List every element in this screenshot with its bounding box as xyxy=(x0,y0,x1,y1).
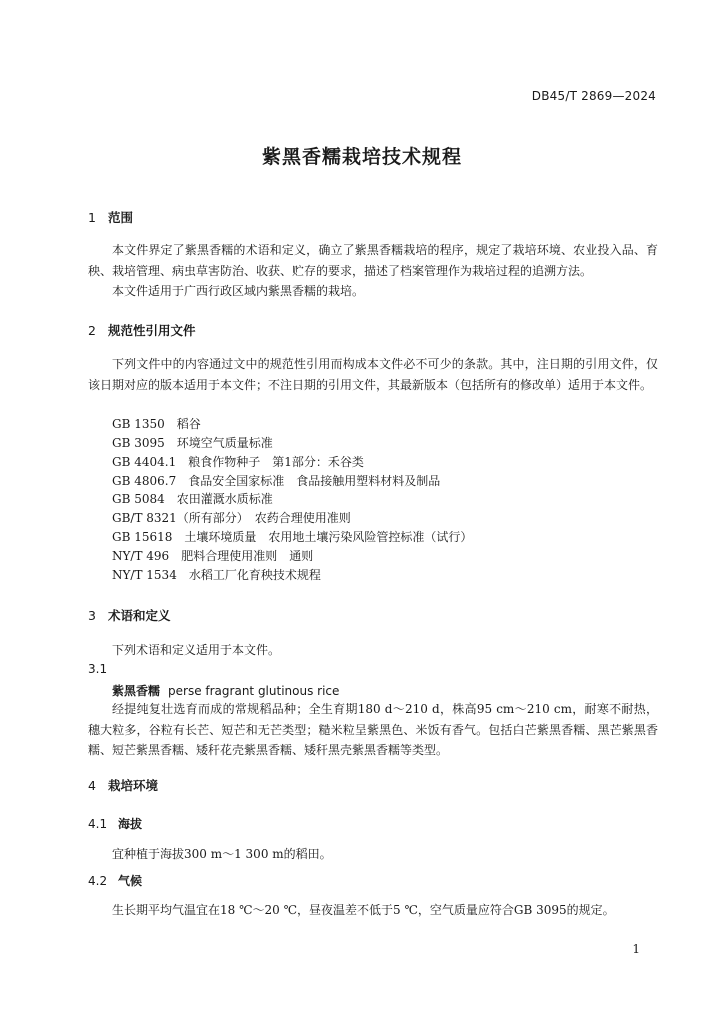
subclause-4-2-heading xyxy=(88,872,142,889)
section-title: 术语和定义 xyxy=(108,608,171,623)
section-number: 2 xyxy=(88,323,96,338)
subclause-number: 4.1 xyxy=(88,817,108,831)
section-2-heading xyxy=(88,321,196,339)
page-number: 1 xyxy=(632,942,640,956)
scope-paragraph-1: 本文件界定了紫黑香糯的术语和定义，确立了紫黑香糯栽培的程序，规定了栽培环境、农业投入品、育秧、栽培管理、病虫草害防治、收获、贮存的要求，描述了档案管理作为栽培过程的追溯方法。 xyxy=(88,243,658,278)
reference-item: GB 15618 土壤环境质量 农用地土壤污染风险管控标准（试行） xyxy=(112,530,473,544)
reference-item: GB 4806.7 食品安全国家标准 食品接触用塑料材料及制品 xyxy=(112,474,441,488)
section-3-heading xyxy=(88,606,171,624)
subclause-title: 气候 xyxy=(118,874,143,888)
section-number: 1 xyxy=(88,210,96,225)
section-title: 规范性引用文件 xyxy=(108,323,196,338)
term-definition: 经提纯复壮选育而成的常规稻品种；全生育期180 d～210 d，株高95 cm～210 cm，耐寒不耐热，穗大粒多，谷粒有长芒、短芒和无芒类型；糙米粒呈紫黑色、米饭有香气。包括白芒紫黑香糯、黑芒紫黑香糯、短芒紫黑香糯、矮秆花壳紫黑香糯、矮秆黑壳紫黑香糯等类型。 xyxy=(88,702,658,757)
term-entry xyxy=(112,682,339,699)
standard-code: DB45/T 2869—2024 xyxy=(531,89,656,103)
subclause-4-1-heading xyxy=(88,815,142,832)
reference-item: GB 5084 农田灌溉水质标准 xyxy=(112,492,273,506)
term-chinese: 紫黑香糯 xyxy=(112,684,161,698)
references-intro: 下列文件中的内容通过文中的规范性引用而构成本文件必不可少的条款。其中，注日期的引用文件，仅该日期对应的版本适用于本文件；不注日期的引用文件，其最新版本（包括所有的修改单）适用于本文件。 xyxy=(88,357,658,392)
subclause-number: 4.2 xyxy=(88,874,108,888)
reference-item: GB 1350 稻谷 xyxy=(112,417,201,431)
scope-paragraph-2: 本文件适用于广西行政区域内紫黑香糯的栽培。 xyxy=(112,284,365,298)
section-4-heading xyxy=(88,776,158,794)
climate-text: 生长期平均气温宜在18 ℃～20 ℃，昼夜温差不低于5 ℃，空气质量应符合GB 3095的规定。 xyxy=(112,903,615,917)
reference-item: NY/T 1534 水稻工厂化育秧技术规程 xyxy=(112,568,321,582)
reference-item: GB/T 8321（所有部分） 农药合理使用准则 xyxy=(112,511,351,525)
section-number: 3 xyxy=(88,608,96,623)
section-title: 栽培环境 xyxy=(108,778,159,793)
section-title: 范围 xyxy=(108,210,134,225)
reference-item: GB 4404.1 粮食作物种子 第1部分：禾谷类 xyxy=(112,455,364,469)
section-number: 4 xyxy=(88,778,96,793)
reference-item: GB 3095 环境空气质量标准 xyxy=(112,436,273,450)
terms-intro: 下列术语和定义适用于本文件。 xyxy=(112,643,281,657)
term-english: perse fragrant glutinous rice xyxy=(168,684,340,698)
subclause-title: 海拔 xyxy=(118,817,143,831)
section-1-heading xyxy=(88,208,133,226)
document-title: 紫黑香糯栽培技术规程 xyxy=(261,146,462,168)
altitude-text: 宜种植于海拔300 m～1 300 m的稻田。 xyxy=(112,847,332,861)
reference-item: NY/T 496 肥料合理使用准则 通则 xyxy=(112,549,314,563)
subclause-number: 3.1 xyxy=(88,662,108,676)
